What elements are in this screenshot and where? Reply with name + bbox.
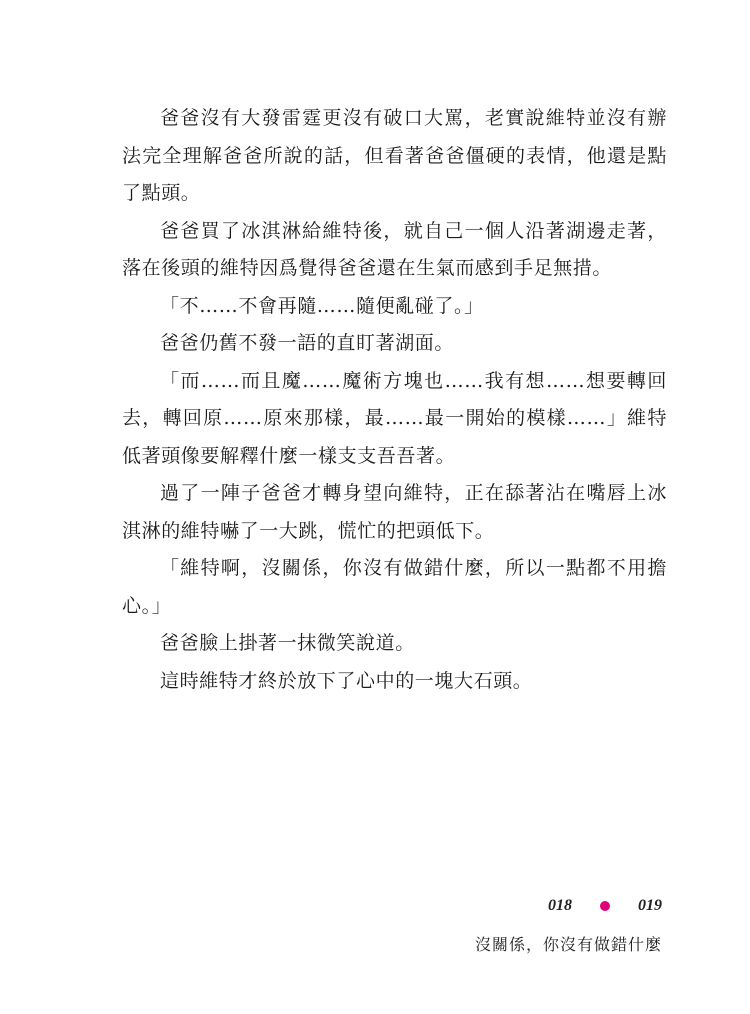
paragraph: 「而……而且魔……魔術方塊也……我有想……想要轉回去，轉回原……原來那樣，最……最一開始的模樣……」維特低著頭像要解釋什麼一樣支支吾吾著。 bbox=[122, 369, 667, 467]
running-footer-title: 沒關係，你沒有做錯什麼 bbox=[474, 935, 662, 954]
paragraph: 爸爸臉上掛著一抹微笑說道。 bbox=[160, 632, 415, 654]
dot-separator-icon bbox=[600, 901, 610, 911]
paragraph: 爸爸沒有大發雷霆更沒有破口大罵，老實說維特並沒有辦法完全理解爸爸所說的話，但看著爸爸僵硬的表情，他還是點了點頭。 bbox=[122, 107, 667, 204]
body-text bbox=[122, 100, 667, 700]
paragraph: 過了一陣子爸爸才轉身望向維特，正在舔著沾在嘴唇上冰淇淋的維特嚇了一大跳，慌忙的把頭低下。 bbox=[122, 482, 667, 542]
page-number-left: 018 bbox=[548, 897, 572, 914]
paragraph: 「不……不會再隨……隨便亂碰了。」 bbox=[160, 294, 484, 317]
paragraph: 爸爸仍舊不發一語的直盯著湖面。 bbox=[160, 332, 455, 354]
page-number-right: 019 bbox=[638, 897, 662, 914]
paragraph: 「維特啊，沒關係，你沒有做錯什麼，所以一點都不用擔心。」 bbox=[122, 557, 667, 617]
page-numbers bbox=[548, 897, 662, 915]
paragraph: 爸爸買了冰淇淋給維特後，就自己一個人沿著湖邊走著，落在後頭的維特因爲覺得爸爸還在生氣而感到手足無措。 bbox=[122, 219, 667, 279]
paragraph: 這時維特才終於放下了心中的一塊大石頭。 bbox=[160, 669, 533, 692]
